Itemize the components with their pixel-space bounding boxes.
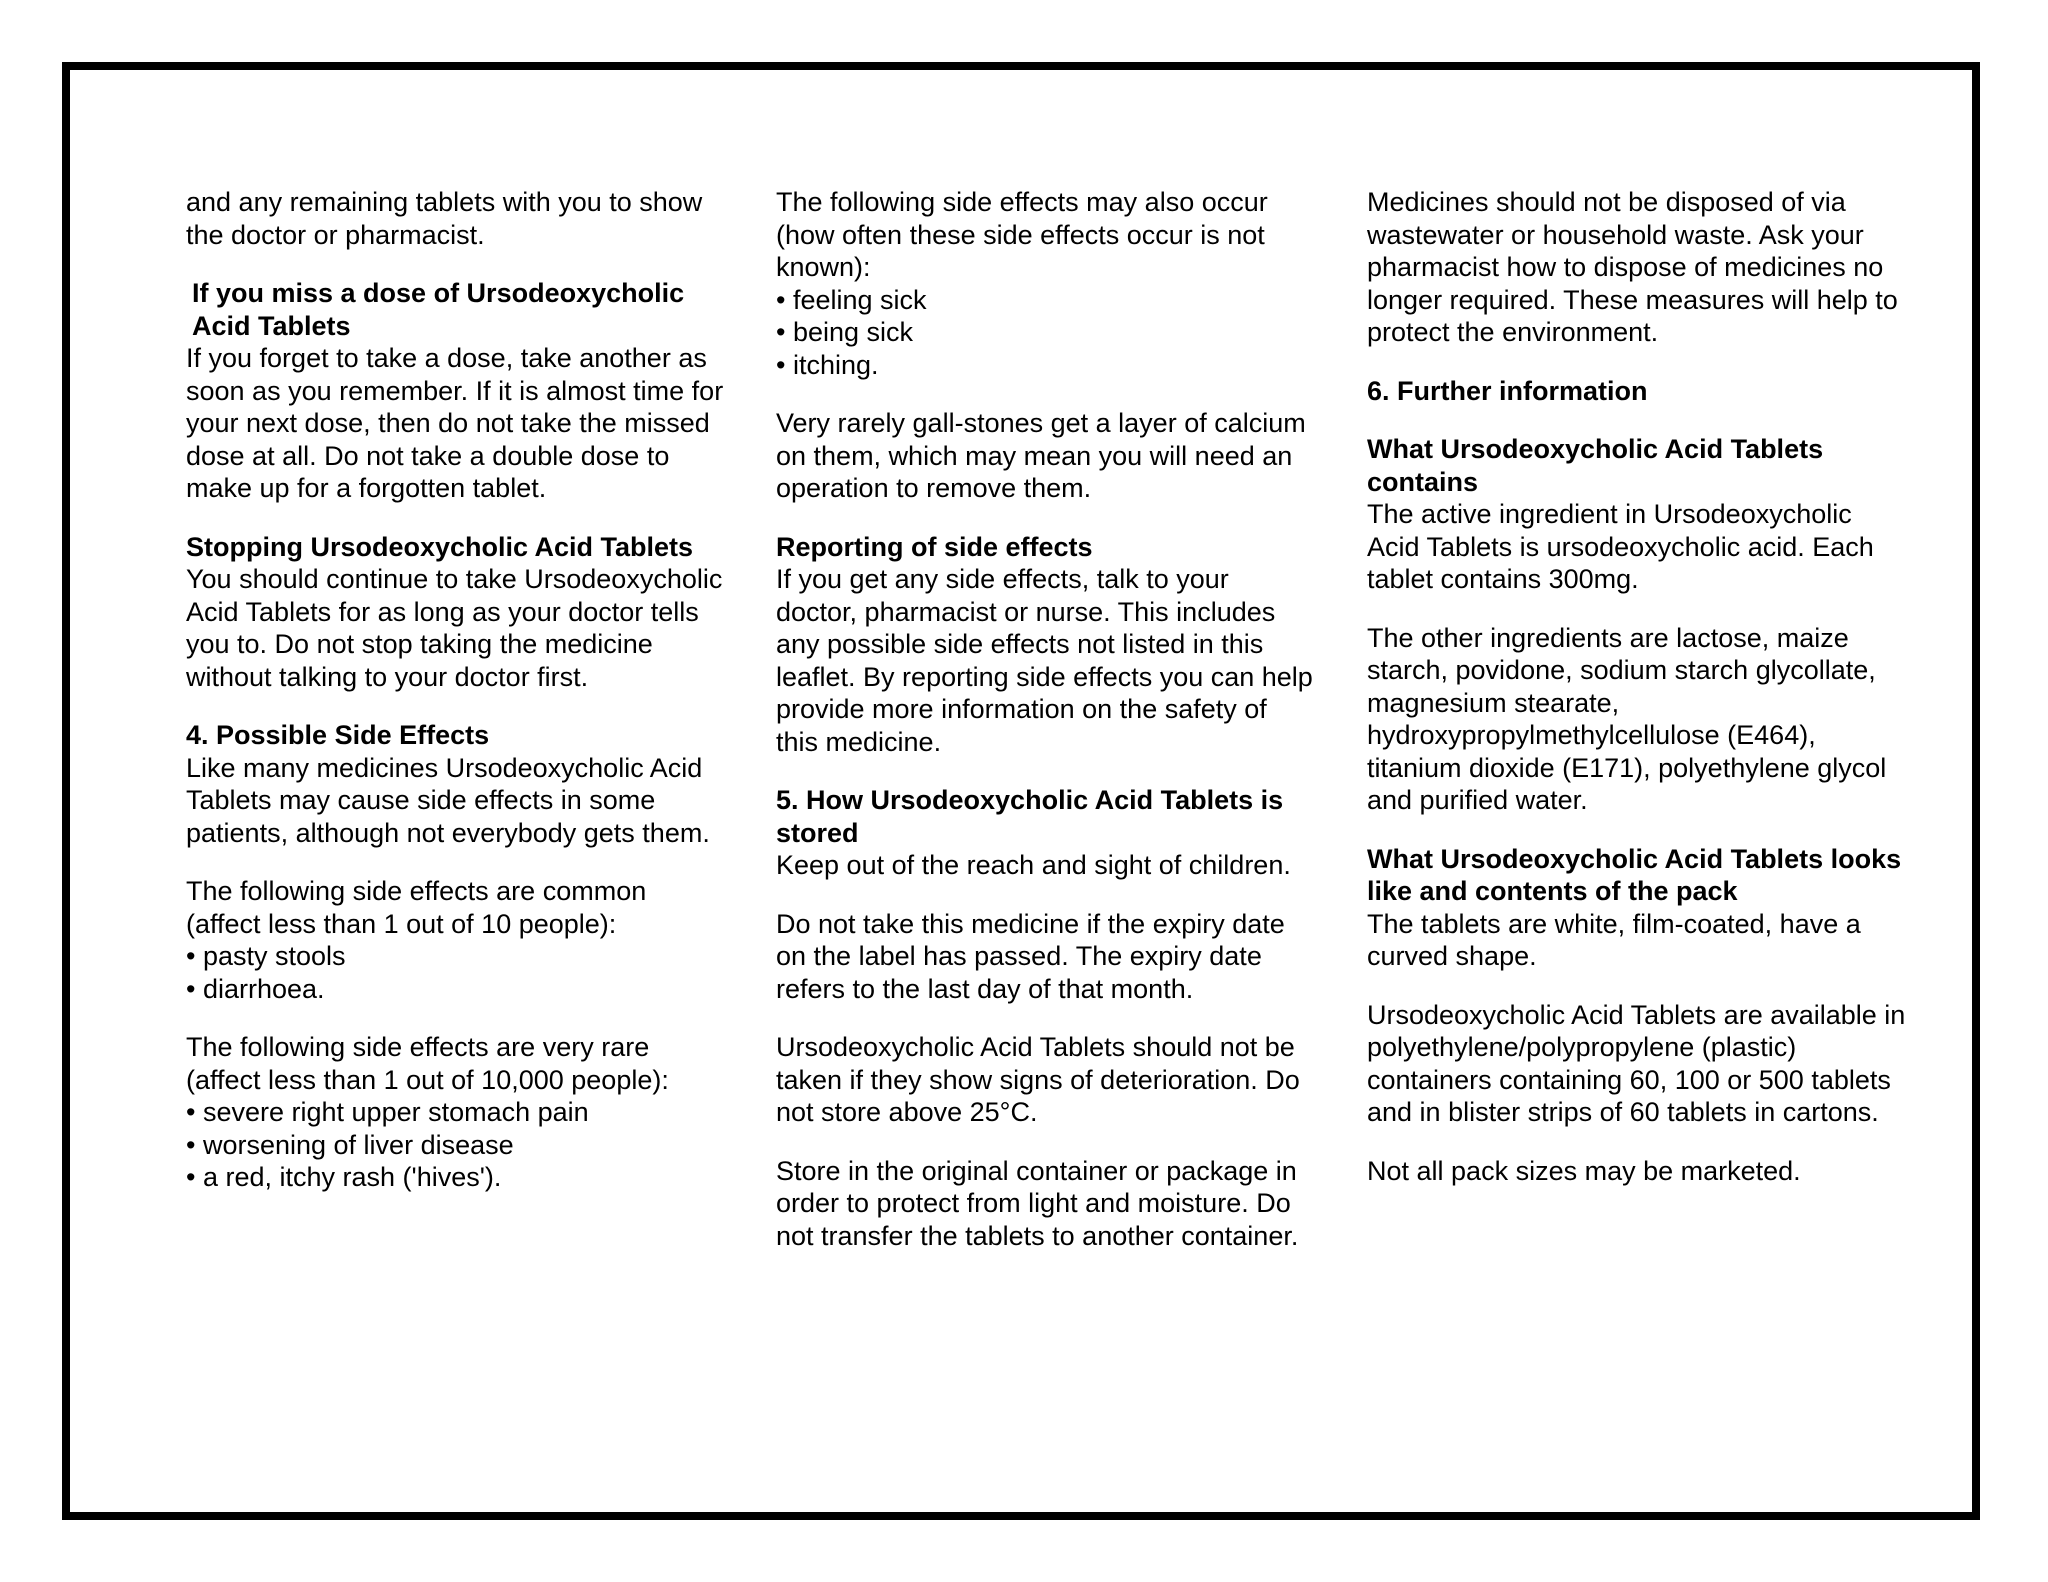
pack-sizes-paragraph: Not all pack sizes may be marketed. bbox=[1367, 1155, 1801, 1186]
list-item: • worsening of liver disease bbox=[186, 1129, 726, 1162]
list-item: • being sick bbox=[776, 316, 1316, 349]
expiry-paragraph: Do not take this medicine if the expiry date on the label has passed. The expiry date refers to the last day of that month. bbox=[776, 908, 1285, 1004]
column-3 bbox=[1367, 186, 1907, 1213]
reporting-body: If you get any side effects, talk to your doctor, pharmacist or nurse. This includes any possible side effects not listed in this leaflet. By reporting side effects you can help provide more information on the safety of this medicine. bbox=[776, 564, 1313, 757]
column-2 bbox=[776, 186, 1316, 1278]
column-1 bbox=[186, 186, 726, 1220]
heading-stopping: Stopping Ursodeoxycholic Acid Tablets bbox=[186, 531, 694, 562]
section-common-effects bbox=[186, 875, 726, 1005]
looks-like-body: The tablets are white, film-coated, have a curved shape. bbox=[1367, 908, 1861, 971]
stopping-body: You should continue to take Ursodeoxycholic Acid Tablets for as long as your doctor tells you to. Do not stop taking the medicine without talking to your doctor first. bbox=[186, 564, 723, 692]
container-paragraph: Store in the original container or package in order to protect from light and moisture. Do not transfer the tablets to another container. bbox=[776, 1155, 1299, 1251]
availability-paragraph: Ursodeoxycholic Acid Tablets are available in polyethylene/polypropylene (plastic) containers containing 60, 100 or 500 tablets and in blister strips of 60 tablets in cartons. bbox=[1367, 999, 1906, 1127]
disposal-paragraph: Medicines should not be disposed of via wastewater or household waste. Ask your pharmacist how to dispose of medicines no longer required. These measures will help to protect the environment. bbox=[1367, 187, 1898, 347]
section-contains bbox=[1367, 433, 1907, 596]
heading-side-effects: 4. Possible Side Effects bbox=[186, 720, 490, 750]
heading-looks-like: What Ursodeoxycholic Acid Tablets looks like and contents of the pack bbox=[1367, 843, 1902, 906]
gallstones-paragraph: Very rarely gall-stones get a layer of calcium on them, which may mean you will need an operation to remove them. bbox=[776, 408, 1306, 503]
heading-further-information: 6. Further information bbox=[1367, 375, 1648, 406]
common-effects-list bbox=[186, 940, 726, 1005]
side-effects-body: Like many medicines Ursodeoxycholic Acid Tablets may cause side effects in some patients, although not everybody gets them. bbox=[186, 752, 710, 848]
heading-storage: 5. How Ursodeoxycholic Acid Tablets is stored bbox=[776, 785, 1284, 848]
very-rare-effects-intro: The following side effects are very rare (affect less than 1 out of 10,000 people): bbox=[186, 1032, 669, 1095]
missed-dose-body: If you forget to take a dose, take another as soon as you remember. If it is almost time for your next dose, then do not take the missed dose at all. Do not take a double dose to make up for a forgotten tablet. bbox=[186, 343, 724, 503]
section-very-rare-effects bbox=[186, 1031, 726, 1194]
contains-body: The active ingredient in Ursodeoxycholic Acid Tablets is ursodeoxycholic acid. Each tablet contains 300mg. bbox=[1367, 499, 1874, 594]
storage-body: Keep out of the reach and sight of children. bbox=[776, 850, 1291, 880]
common-effects-intro: The following side effects are common (affect less than 1 out of 10 people): bbox=[186, 876, 647, 939]
heading-missed-dose: If you miss a dose of Ursodeoxycholic Acid Tablets bbox=[192, 278, 685, 341]
unknown-frequency-list bbox=[776, 284, 1316, 382]
heading-reporting: Reporting of side effects bbox=[776, 531, 1093, 562]
section-stopping bbox=[186, 531, 726, 694]
section-storage bbox=[776, 784, 1316, 882]
section-reporting bbox=[776, 531, 1316, 759]
section-side-effects bbox=[186, 719, 726, 849]
heading-contains: What Ursodeoxycholic Acid Tablets contains bbox=[1367, 434, 1824, 497]
list-item: • pasty stools bbox=[186, 940, 726, 973]
list-item: • feeling sick bbox=[776, 284, 1316, 317]
very-rare-effects-list bbox=[186, 1096, 726, 1194]
section-looks-like bbox=[1367, 843, 1907, 973]
list-item: • severe right upper stomach pain bbox=[186, 1096, 726, 1129]
list-item: • itching. bbox=[776, 349, 1316, 382]
intro-paragraph: and any remaining tablets with you to show the doctor or pharmacist. bbox=[186, 187, 703, 250]
deterioration-paragraph: Ursodeoxycholic Acid Tablets should not be taken if they show signs of deterioration. Do not store above 25°C. bbox=[776, 1032, 1300, 1127]
list-item: • diarrhoea. bbox=[186, 973, 726, 1006]
section-missed-dose bbox=[186, 277, 726, 505]
section-unknown-frequency bbox=[776, 186, 1316, 381]
list-item: • a red, itchy rash ('hives'). bbox=[186, 1161, 726, 1194]
other-ingredients-paragraph: The other ingredients are lactose, maize starch, povidone, sodium starch glycollate, magnesium stearate, hydroxypropylmethylcellulose (E464), titanium dioxide (E171), polyethylene glycol and purified water. bbox=[1367, 622, 1887, 815]
unknown-frequency-intro: The following side effects may also occur (how often these side effects occur is not known): bbox=[776, 187, 1268, 282]
